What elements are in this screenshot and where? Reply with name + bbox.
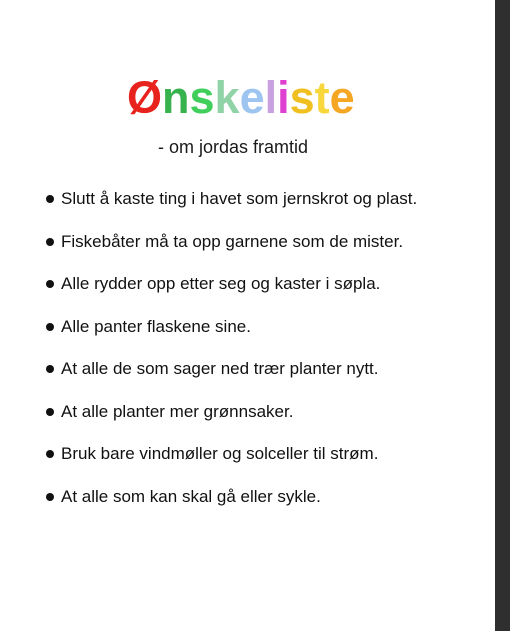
list-item xyxy=(46,231,417,253)
list-item-text: At alle planter mer grønnsaker. xyxy=(61,401,294,421)
list-item xyxy=(46,358,417,380)
list-item xyxy=(46,401,417,423)
title-letter: n xyxy=(162,72,190,123)
title-letter: k xyxy=(214,72,240,123)
title-letter: t xyxy=(314,72,330,123)
subtitle: - om jordas framtid xyxy=(158,137,309,157)
bullet-icon xyxy=(46,450,54,458)
list-item xyxy=(46,443,417,465)
bullet-icon xyxy=(46,408,54,416)
list-item xyxy=(46,316,417,338)
bullet-icon xyxy=(46,365,54,373)
list-item-text: Alle rydder opp etter seg og kaster i søpla. xyxy=(61,274,381,293)
title-letter: e xyxy=(329,72,355,123)
list-item xyxy=(46,486,417,508)
list-item-text: Alle panter flaskene sine. xyxy=(61,316,251,336)
title-letter: s xyxy=(289,72,315,123)
bullet-icon xyxy=(46,195,54,203)
wish-list xyxy=(46,188,417,528)
page-title xyxy=(127,70,355,126)
bullet-icon xyxy=(46,323,54,331)
list-item-text: Bruk bare vindmøller og solceller til strøm. xyxy=(61,444,379,463)
list-item-text: At alle som kan skal gå eller sykle. xyxy=(61,486,321,506)
bullet-icon xyxy=(46,238,54,246)
scrollbar-track[interactable] xyxy=(495,0,510,631)
list-item-text: Fiskebåter må ta opp garnene som de mister. xyxy=(61,231,404,251)
list-item xyxy=(46,273,417,295)
title-letter: l xyxy=(264,72,278,123)
title-letter: i xyxy=(277,72,290,123)
title-letter: s xyxy=(189,72,215,123)
list-item-text: At alle de som sager ned trær planter nytt. xyxy=(61,359,379,378)
list-item xyxy=(46,188,417,210)
bullet-icon xyxy=(46,280,54,288)
list-item-text: Slutt å kaste ting i havet som jernskrot og plast. xyxy=(61,189,418,208)
title-letter: e xyxy=(239,72,265,123)
title-letter: Ø xyxy=(127,72,163,123)
bullet-icon xyxy=(46,493,54,501)
